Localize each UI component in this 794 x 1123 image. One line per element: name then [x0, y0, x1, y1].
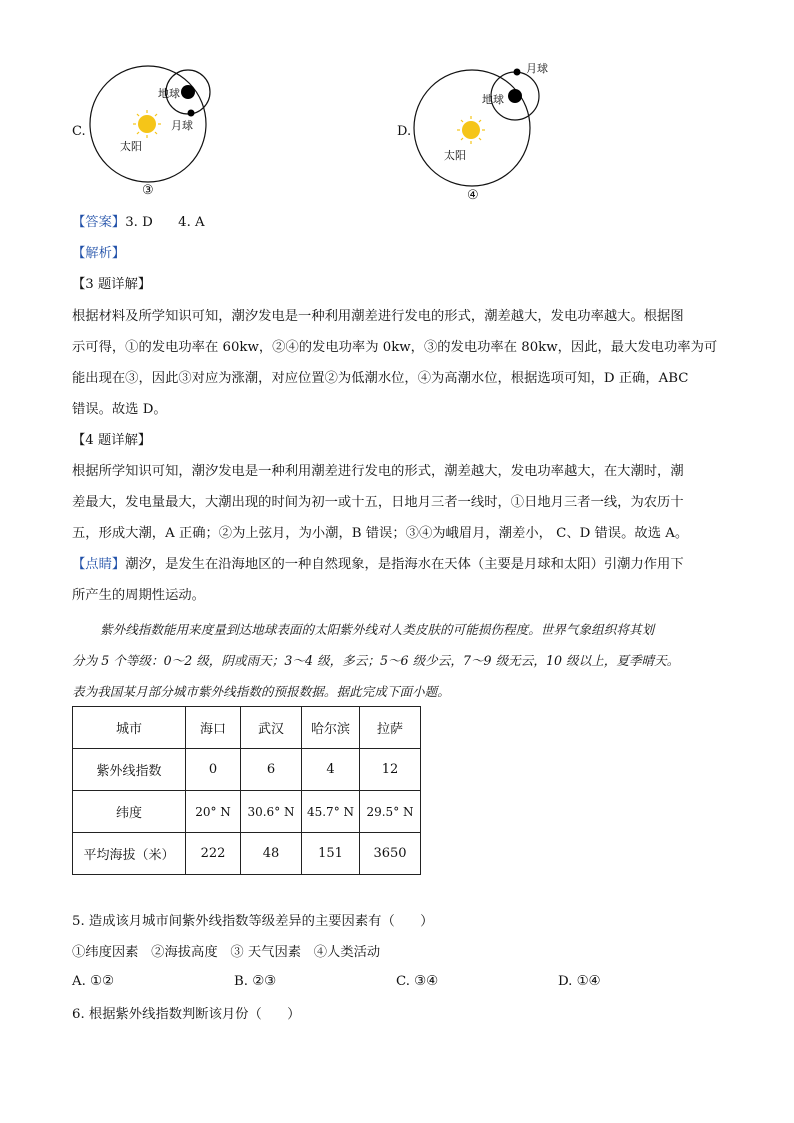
tip-line: 所产生的周期性运动。 — [72, 588, 205, 603]
figure-number: ④ — [467, 188, 479, 203]
answer-label: 【答案】 — [72, 215, 126, 230]
material-line: 分为 5 个等级：0～2 级，阴或雨天；3～4 级，多云；5～6 级少云，7～9 级无云，10 级以上，夏季晴天。 — [72, 653, 680, 668]
figure-d-orbit-diagram — [410, 58, 545, 193]
sun-icon — [133, 110, 161, 138]
table-cell: 0 — [186, 749, 241, 791]
tip-text: 潮汐，是发生在沿海地区的一种自然现象，是指海水在天体（主要是月球和太阳）引潮力作用下 — [125, 557, 684, 572]
q5-option-c[interactable]: C. ③④ — [396, 974, 438, 989]
q3-line: 根据材料及所学知识可知，潮汐发电是一种利用潮差进行发电的形式，潮差越大，发电功率越大。根据图 — [72, 309, 684, 324]
moon-marker — [514, 69, 521, 76]
table-cell: 20° N — [186, 791, 241, 833]
table-cell: 3650 — [360, 833, 421, 875]
q4-line: 差最大，发电量最大，大潮出现的时间为初一或十五，日地月三者一线时，①日地月三者一线，为农历十 — [72, 495, 684, 510]
tip-line — [72, 555, 724, 575]
table-row — [73, 707, 421, 749]
answer-text: 3. D 4. A — [125, 215, 205, 230]
sun-label: 太阳 — [120, 140, 142, 153]
q4-heading: 【4 题详解】 — [72, 433, 152, 448]
table-cell: 平均海拔（米） — [73, 833, 186, 875]
table-cell: 武汉 — [241, 707, 302, 749]
table-cell: 30.6° N — [241, 791, 302, 833]
material-line: 表为我国某月部分城市紫外线指数的预报数据。据此完成下面小题。 — [72, 684, 450, 699]
table-cell: 拉萨 — [360, 707, 421, 749]
q3-heading: 【3 题详解】 — [72, 277, 152, 292]
table-cell: 6 — [241, 749, 302, 791]
q4-line: 根据所学知识可知，潮汐发电是一种利用潮差进行发电的形式，潮差越大，发电功率越大，在大潮时，潮 — [72, 464, 684, 479]
table-cell: 45.7° N — [302, 791, 360, 833]
q5-option-d[interactable]: D. ①④ — [558, 974, 601, 989]
analysis-label: 【解析】 — [72, 246, 126, 261]
q5-option-b[interactable]: B. ②③ — [234, 974, 277, 989]
figure-c-orbit-diagram — [88, 62, 218, 197]
table-cell: 29.5° N — [360, 791, 421, 833]
table-cell: 城市 — [73, 707, 186, 749]
figure-number: ③ — [142, 183, 154, 198]
q3-line: 示可得，①的发电功率在 60kw，②④的发电功率为 0kw，③的发电功率在 80kw，因此，最大发电功率为可 — [72, 340, 718, 355]
uv-index-table — [72, 706, 421, 875]
option-d-label: D. — [397, 124, 412, 139]
q4-line: 五，形成大潮，A 正确；②为上弦月，为小潮，B 错误；③④为峨眉月，潮差小， C、D 错误。故选 A。 — [72, 526, 689, 541]
sun-icon — [457, 116, 485, 144]
answer-line — [72, 213, 724, 233]
table-cell: 哈尔滨 — [302, 707, 360, 749]
moon-label: 月球 — [171, 119, 193, 132]
q3-line: 能出现在③，因此③对应为涨潮，对应位置②为低潮水位，④为高潮水位，根据选项可知，D 正确，ABC — [72, 371, 689, 386]
moon-label: 月球 — [526, 62, 548, 75]
table-row — [73, 749, 421, 791]
table-cell: 海口 — [186, 707, 241, 749]
table-cell: 纬度 — [73, 791, 186, 833]
q5-stem: 5. 造成该月城市间紫外线指数等级差异的主要因素有（ ） — [72, 914, 434, 929]
option-c-label: C. — [72, 124, 86, 139]
moon-marker — [188, 110, 195, 117]
table-cell: 151 — [302, 833, 360, 875]
earth-label: 地球 — [482, 93, 504, 106]
q3-line: 错误。故选 D。 — [72, 402, 167, 417]
q5-option-a[interactable]: A. ①② — [72, 974, 114, 989]
table-row — [73, 833, 421, 875]
table-cell: 48 — [241, 833, 302, 875]
table-cell: 4 — [302, 749, 360, 791]
earth-label: 地球 — [158, 87, 180, 100]
earth-marker — [508, 89, 522, 103]
table-cell: 紫外线指数 — [73, 749, 186, 791]
table-cell: 222 — [186, 833, 241, 875]
material-line: 紫外线指数能用来度量到达地球表面的太阳紫外线对人类皮肤的可能损伤程度。世界气象组织将其划 — [100, 622, 655, 637]
sun-label: 太阳 — [444, 149, 466, 162]
q5-factors: ①纬度因素 ②海拔高度 ③ 天气因素 ④人类活动 — [72, 945, 381, 960]
q6-stem: 6. 根据紫外线指数判断该月份（ ） — [72, 1007, 301, 1022]
table-cell: 12 — [360, 749, 421, 791]
earth-marker — [181, 85, 195, 99]
table-row — [73, 791, 421, 833]
tip-label: 【点睛】 — [72, 557, 126, 572]
